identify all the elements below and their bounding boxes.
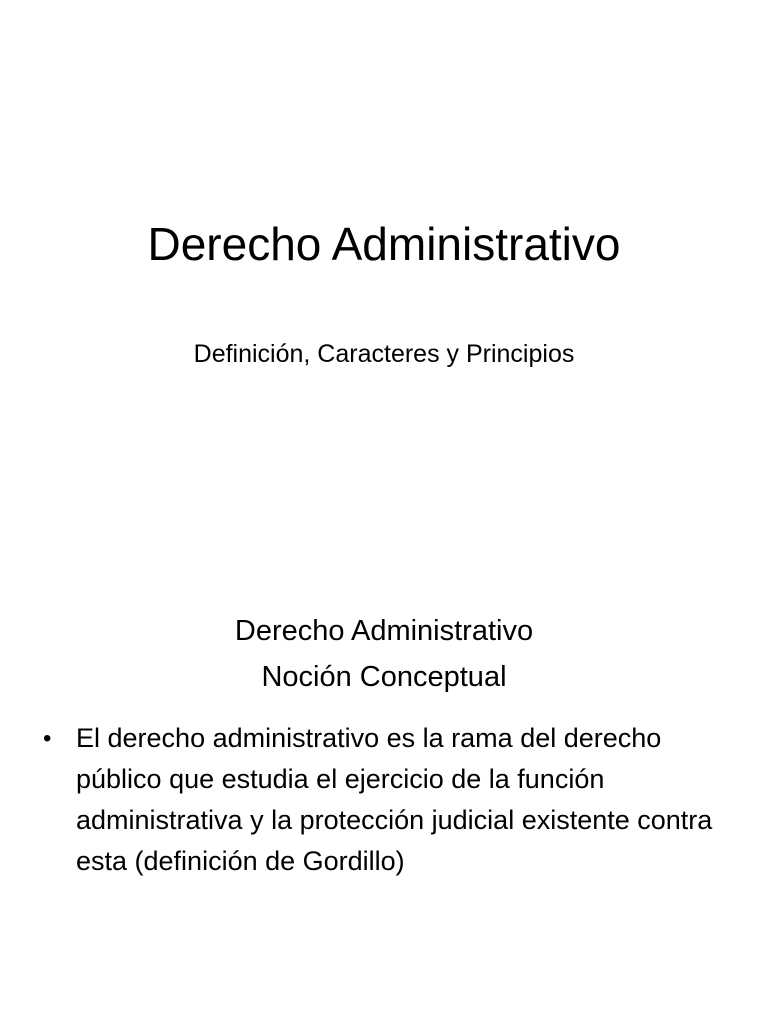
slide-heading-line: Derecho Administrativo: [234, 615, 534, 647]
slide-heading-line: Noción Conceptual: [261, 661, 507, 693]
content-slide: [0, 512, 768, 1024]
bullet-list: [40, 718, 730, 882]
bullet-item: [40, 718, 730, 882]
bullet-point-icon: •: [43, 725, 52, 752]
slide-subtitle: Definición, Caracteres y Principios: [193, 340, 575, 368]
slide-title: Derecho Administrativo: [147, 218, 621, 270]
slide-heading: [0, 608, 768, 700]
bullet-text: El derecho administrativo es la rama del derecho público que estudia el ejercicio de la función administrativa y la protección judicial existente contra esta (definición de Gordillo): [76, 723, 713, 876]
